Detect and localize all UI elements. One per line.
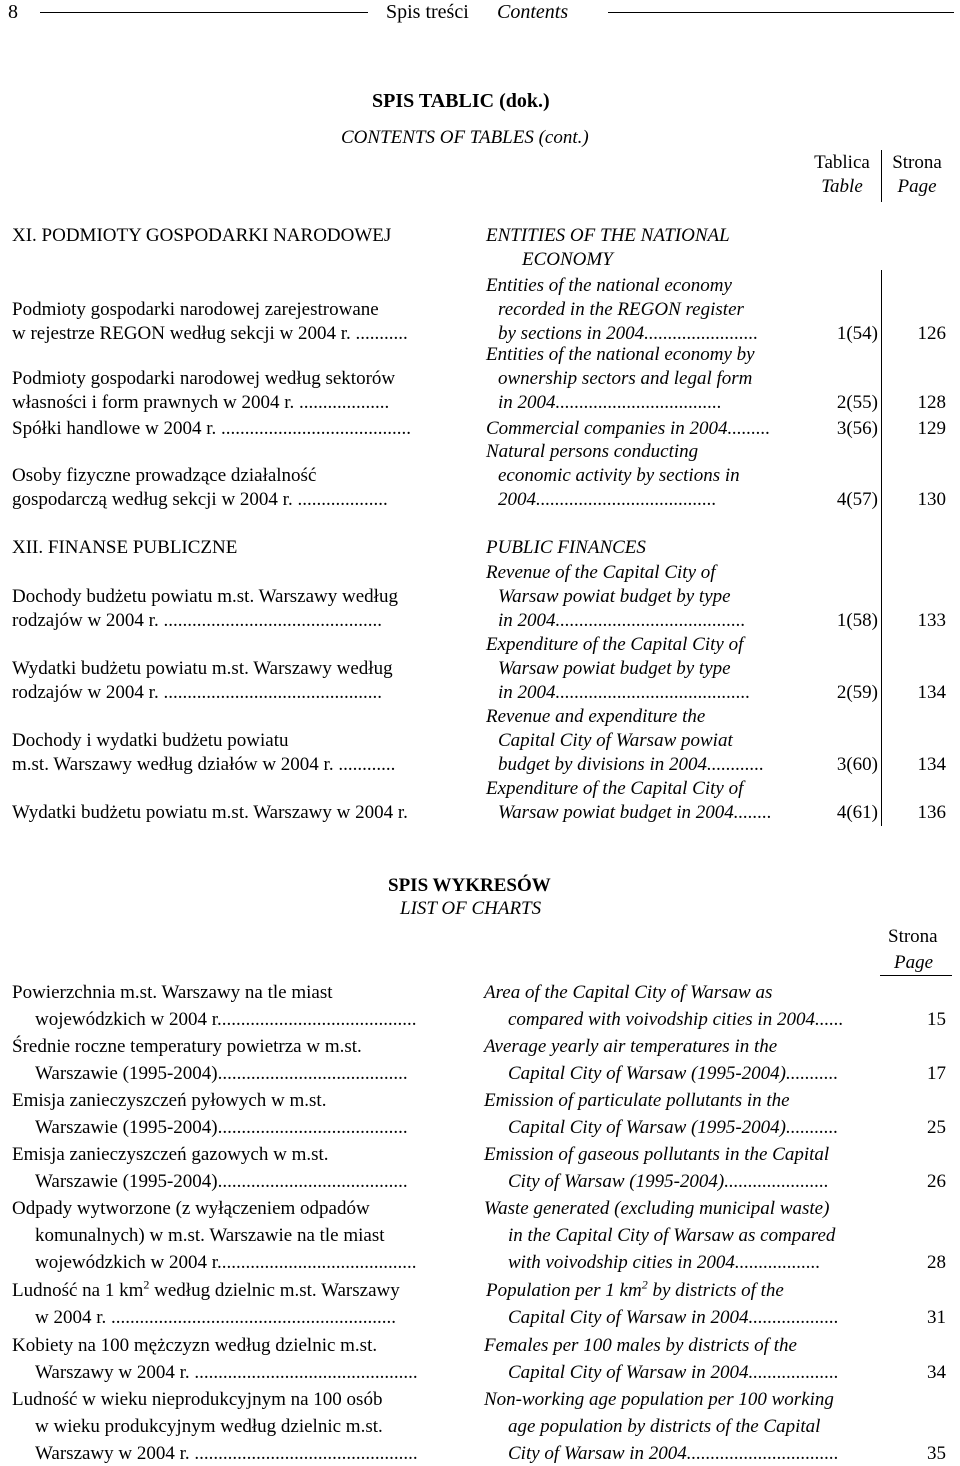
entry-table-number: 4(61) xyxy=(836,802,878,824)
column-divider-1 xyxy=(881,150,882,202)
chart-entry-page: 28 xyxy=(927,1252,946,1274)
chapter-heading-en: ENTITIES OF THE NATIONAL xyxy=(486,225,730,246)
entry-title-pl: Wydatki budżetu powiatu m.st. Warszawy według xyxy=(12,658,393,680)
chart-entry-title-en: City of Warsaw (1995-2004)...................... xyxy=(508,1171,829,1193)
chapter-heading-pl: XII. FINANSE PUBLICZNE xyxy=(12,537,238,558)
chart-entry-title-pl: w 2004 r. ............................................................ xyxy=(35,1307,396,1329)
chart-entry-title-pl: Warszawie (1995-2004)........................................ xyxy=(35,1117,408,1139)
chart-entry-page: 34 xyxy=(927,1362,946,1384)
chart-entry-title-en: Waste generated (excluding municipal waste) xyxy=(484,1198,830,1219)
header-title-pl: Spis treści xyxy=(386,1,469,23)
entry-table-number: 1(54) xyxy=(836,323,878,345)
entry-title-pl: gospodarczą według sekcji w 2004 r. ................... xyxy=(12,489,388,511)
charts-title-pl: SPIS WYKRESÓW xyxy=(388,875,551,896)
entry-title-pl: Podmioty gospodarki narodowej według sektorów xyxy=(12,368,396,390)
entry-title-en: Commercial companies in 2004......... xyxy=(486,418,771,439)
chapter-heading-en: PUBLIC FINANCES xyxy=(486,537,646,558)
chart-entry-title-en: Area of the Capital City of Warsaw as xyxy=(484,982,773,1003)
chart-entry-title-pl-part: według dzielnic m.st. Warszawy xyxy=(149,1280,400,1301)
entry-page-number: 134 xyxy=(917,754,946,776)
entry-title-pl: Osoby fizyczne prowadzące działalność xyxy=(12,465,317,487)
entry-table-number: 3(56) xyxy=(836,418,878,439)
chart-entry-title-pl: wojewódzkich w 2004 r.......................................... xyxy=(35,1252,417,1274)
entry-table-number: 2(59) xyxy=(836,682,878,704)
charts-title-en: LIST OF CHARTS xyxy=(400,898,542,919)
chart-entry-title-pl-part: Ludność na 1 km xyxy=(12,1280,144,1301)
entry-title-en: Warsaw powiat budget by type xyxy=(498,658,731,680)
chart-entry-title-pl: Warszawy w 2004 r. ............................................... xyxy=(35,1443,418,1465)
entry-title-pl: m.st. Warszawy według działów w 2004 r. ............ xyxy=(12,754,396,776)
entry-title-en: in 2004......................................... xyxy=(498,682,751,704)
header-title-en: Contents xyxy=(497,1,569,23)
col-table-en: Table xyxy=(821,176,863,197)
entry-title-pl: w rejestrze REGON według sekcji w 2004 r. ........... xyxy=(12,323,408,345)
chart-entry-title-pl: Emisja zanieczyszczeń pyłowych w m.st. xyxy=(12,1090,327,1111)
entry-title-pl: Spółki handlowe w 2004 r. ........................................ xyxy=(12,418,411,439)
entry-title-pl: rodzajów w 2004 r. .............................................. xyxy=(12,610,382,632)
entry-title-en: Expenditure of the Capital City of xyxy=(486,634,744,655)
charts-col-page-en: Page xyxy=(894,952,934,973)
chart-entry-title-pl: wojewódzkich w 2004 r.......................................... xyxy=(35,1009,417,1031)
entry-title-en: Entities of the national economy by xyxy=(486,344,755,365)
chart-entry-page: 25 xyxy=(927,1117,946,1139)
entry-title-en: Expenditure of the Capital City of xyxy=(486,778,744,799)
chart-entry-title-en-part: Population per 1 km xyxy=(486,1280,642,1301)
chart-entry-title-pl: w wieku produkcyjnym według dzielnic m.st. xyxy=(35,1416,383,1438)
chart-entry-title-en-part: by districts of the xyxy=(647,1280,784,1301)
chart-entry-title-en: Non-working age population per 100 working xyxy=(484,1389,834,1410)
entry-title-pl: Wydatki budżetu powiatu m.st. Warszawy w 2004 r. xyxy=(12,802,408,824)
chapter-heading-pl: XI. PODMIOTY GOSPODARKI NARODOWEJ xyxy=(12,225,392,246)
chart-entry-page: 17 xyxy=(927,1063,946,1085)
charts-header-rule xyxy=(880,975,952,976)
col-page-en: Page xyxy=(897,176,937,197)
column-divider-2 xyxy=(881,270,882,826)
entry-title-en: in 2004................................... xyxy=(498,392,722,414)
chart-entry-title-pl: Emisja zanieczyszczeń gazowych w m.st. xyxy=(12,1144,329,1165)
chart-entry-page: 15 xyxy=(927,1009,946,1031)
entry-title-en: Natural persons conducting xyxy=(486,441,699,462)
entry-page-number: 134 xyxy=(917,682,946,704)
chart-entry-title-en: Capital City of Warsaw in 2004................... xyxy=(508,1362,839,1384)
entry-table-number: 3(60) xyxy=(836,754,878,776)
entry-title-en: Revenue of the Capital City of xyxy=(486,562,716,583)
entry-table-number: 4(57) xyxy=(836,489,878,511)
superscript: 2 xyxy=(143,1277,150,1292)
entry-table-number: 2(55) xyxy=(836,392,878,414)
chart-entry-title-en: compared with voivodship cities in 2004...... xyxy=(508,1009,844,1031)
entry-title-en: Warsaw powiat budget in 2004........ xyxy=(498,802,772,824)
chapter-heading-en-cont: ECONOMY xyxy=(522,249,613,270)
chart-entry-title-pl: Ludność w wieku nieprodukcyjnym na 100 osób xyxy=(12,1389,383,1410)
entry-table-number: 1(58) xyxy=(836,610,878,632)
entry-title-pl: własności i form prawnych w 2004 r. ................... xyxy=(12,392,390,414)
chart-entry-title-pl: Warszawie (1995-2004)........................................ xyxy=(35,1063,408,1085)
chart-entry-title-pl xyxy=(12,1277,400,1301)
entry-title-pl: Podmioty gospodarki narodowej zarejestrowane xyxy=(12,299,379,321)
entry-page-number: 129 xyxy=(917,418,946,439)
entry-page-number: 126 xyxy=(917,323,946,345)
entry-title-en: budget by divisions in 2004............ xyxy=(498,754,764,776)
chart-entry-title-pl: Kobiety na 100 mężczyzn według dzielnic m.st. xyxy=(12,1335,378,1356)
page-number: 8 xyxy=(8,1,18,23)
entry-title-en: Capital City of Warsaw powiat xyxy=(498,730,733,752)
chart-entry-title-en: Capital City of Warsaw in 2004................... xyxy=(508,1307,839,1329)
entry-page-number: 133 xyxy=(917,610,946,632)
entry-title-en: Warsaw powiat budget by type xyxy=(498,586,731,608)
chart-entry-title-en: Average yearly air temperatures in the xyxy=(484,1036,778,1057)
chart-entry-title-pl: Średnie roczne temperatury powietrza w m.st. xyxy=(12,1036,362,1057)
chart-entry-title-pl: komunalnych) w m.st. Warszawie na tle miast xyxy=(35,1225,385,1247)
chart-entry-title-en: Females per 100 males by districts of the xyxy=(484,1335,797,1356)
tables-title-en: CONTENTS OF TABLES (cont.) xyxy=(341,127,589,148)
col-table-pl: Tablica xyxy=(814,152,870,173)
tables-title-pl: SPIS TABLIC xyxy=(372,90,495,112)
entry-page-number: 130 xyxy=(917,489,946,511)
entry-title-en: recorded in the REGON register xyxy=(498,299,744,321)
entry-title-en: economic activity by sections in xyxy=(498,465,740,487)
chart-entry-title-en: in the Capital City of Warsaw as compared xyxy=(508,1225,836,1247)
chart-entry-title-pl: Powierzchnia m.st. Warszawy na tle miast xyxy=(12,982,333,1003)
entry-title-pl: Dochody budżetu powiatu m.st. Warszawy według xyxy=(12,586,398,608)
entry-page-number: 136 xyxy=(917,802,946,824)
entry-title-en: ownership sectors and legal form xyxy=(498,368,753,390)
entry-page-number: 128 xyxy=(917,392,946,414)
tables-title-paren: (dok.) xyxy=(499,90,550,112)
chart-entry-title-en: Capital City of Warsaw (1995-2004)........... xyxy=(508,1063,839,1085)
entry-title-en: Revenue and expenditure the xyxy=(486,706,706,727)
entry-title-en: 2004...................................... xyxy=(498,489,717,511)
chart-entry-page: 31 xyxy=(927,1307,946,1329)
header-rule-right xyxy=(608,12,954,13)
entry-title-pl: Dochody i wydatki budżetu powiatu xyxy=(12,730,289,752)
chart-entry-title-en: Emission of gaseous pollutants in the Capital xyxy=(484,1144,830,1165)
chart-entry-title-en: with voivodship cities in 2004.................. xyxy=(508,1252,821,1274)
chart-entry-title-pl: Warszawy w 2004 r. ............................................... xyxy=(35,1362,418,1384)
header-rule-left xyxy=(40,12,368,13)
entry-title-pl: rodzajów w 2004 r. .............................................. xyxy=(12,682,382,704)
chart-entry-title-en: Emission of particulate pollutants in the xyxy=(484,1090,790,1111)
chart-entry-title-en xyxy=(486,1277,784,1301)
chart-entry-title-pl: Odpady wytworzone (z wyłączeniem odpadów xyxy=(12,1198,370,1219)
chart-entry-page: 35 xyxy=(927,1443,946,1465)
chart-entry-title-en: City of Warsaw in 2004................................ xyxy=(508,1443,839,1465)
entry-title-en: Entities of the national economy xyxy=(486,275,732,296)
col-page-pl: Strona xyxy=(892,152,942,173)
entry-title-en: by sections in 2004........................ xyxy=(498,323,759,345)
chart-entry-title-pl: Warszawie (1995-2004)........................................ xyxy=(35,1171,408,1193)
charts-col-page-pl: Strona xyxy=(888,926,938,947)
tables-title xyxy=(372,91,550,111)
entry-title-en: in 2004........................................ xyxy=(498,610,746,632)
chart-entry-title-en: age population by districts of the Capital xyxy=(508,1416,821,1438)
chart-entry-page: 26 xyxy=(927,1171,946,1193)
superscript: 2 xyxy=(641,1277,648,1292)
chart-entry-title-en: Capital City of Warsaw (1995-2004)........... xyxy=(508,1117,839,1139)
